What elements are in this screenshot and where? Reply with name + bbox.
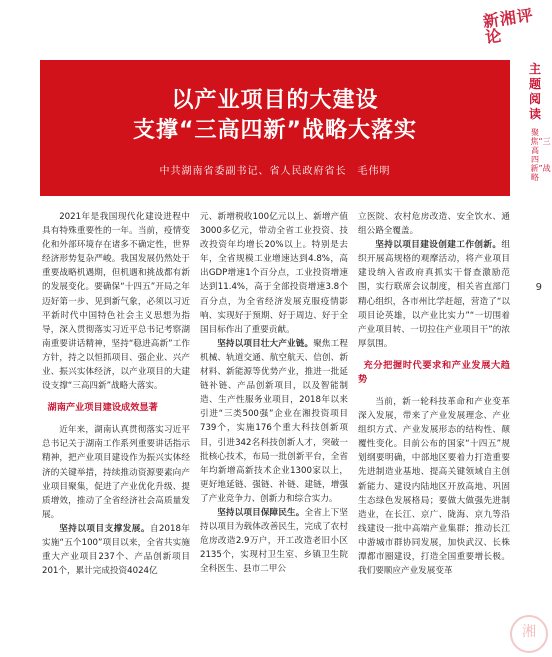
paragraph-body: 聚焦工程机械、轨道交通、航空航天、信创、新材料、新能源等优势产业，推进一批延链补链、产品创新项目，以及智能制造、生产性服务业项目，2018年以来引进“三类500强”企业在湘投资项目739个，实施176个重大科技创新项目，引进342名科技创新人才，突破一批核心技术，布局一批创新平台，全省年均新增高新技术企业1300家以上，更好地延链、强链、补链、建链，增强了产业竞争力、创新力和综合实力。 (200, 338, 348, 504)
paragraph: 立医院、农村危房改造、安全饮水、通组公路全覆盖。 (358, 212, 510, 237)
magazine-logo (478, 6, 544, 50)
article-column-3 (358, 210, 510, 578)
logo-text: 新湘评论 (481, 5, 535, 48)
article-column-1 (42, 210, 190, 578)
paragraph: 2021年是我国现代化建设进程中具有特殊重要性的一年。当前，疫情变化和外部环境存在诸多不确定性，世界经济形势复杂严峻。我国发展仍然处于重要战略机遇期，但机遇和挑战都有新的发展变化。要确保“十四五”开局之年迈好第一步、见到新气象，必须以习近平新时代中国特色社会主义思想为指导，深入贯彻落实习近平总书记考察湖南重要讲话精神，坚持“稳进高新”工作方针，持之以恒抓项目、强企业、兴产业、振兴实体经济，以产业项目的大建设支撑“三高四新”战略大落实。 (42, 212, 190, 392)
section-heading: 湖南产业项目建设成效显著 (47, 402, 158, 414)
paragraph (42, 522, 190, 578)
section-sub-label: 聚焦“三高四新”战略 (530, 128, 551, 182)
watermark-seal: 湘 (510, 615, 548, 653)
section-heading: 充分把握时代要求和产业发展大趋势 (358, 359, 510, 385)
page-number: 9 (535, 282, 542, 293)
title-line-1: 以产业项目的大建设 (171, 88, 379, 113)
article-column-2 (200, 210, 348, 576)
paragraph (200, 337, 348, 506)
author-byline: 中共湖南省委副书记、省人民政府省长 毛伟明 (159, 166, 391, 177)
paragraph-body: 组织开展高规格的观摩活动，将产业项目建设纳入省政府真抓实干督查激励范围，实行联席会议制度，相关省直部门精心组织，各市州比学赶超，营造了“以项目论英雄，以产业比实力”“一切围着产业项目转、一切拉住产业项目干”的浓厚氛围。 (358, 240, 510, 349)
paragraph-body: 自2018年实施“五个100”项目以来，全省共实施重大产业项目237个、产品创新项目201个，累计完成投资4024亿 (42, 523, 190, 577)
paragraph: 当前，新一轮科技革命和产业变革深入发展，带来了产业发展理念、产业组织方式、产业发展形态的结构性、颠覆性变化。目前公布的国家“十四五”规划纲要明确，中部地区要着力打造重要先进制造业基地、提高关键领域自主创新能力、建设内陆地区开放高地、巩固生态绿色发展格局；要做大做强先进制造业，在长江、京广、陇海、京九等沿线建设一批中高端产业集群；推动长江中游城市群协同发展，加快武汉、长株潭都市圈建设，打造全国重要增长极。我们要顺应产业发展变革 (358, 396, 510, 577)
paragraph-lead: 坚持以项目壮大产业链。 (217, 338, 314, 349)
paragraph: 近年来，湖南认真贯彻落实习近平总书记关于湖南工作系列重要讲话指示精神，把产业项目建设作为振兴实体经济的关键举措，持续推动资源要素向产业项目聚集，促进了产业优化升级、提质增效，推动了全省经济社会高质量发展。 (42, 425, 190, 520)
paragraph: 元、新增税收100亿元以上、新增产值3000多亿元，带动全省工业投资、技改投资年均增长20%以上。特别是去年，全省规模工业增速达到4.8%，高出GDP增速1个百分点，工业投资增速达到11.4%，高于全部投资增速3.8个百分点，为全省经济发展克服疫情影响、实现好于预期、好于周边、好于全国目标作出了重要贡献。 (200, 212, 348, 335)
paragraph-lead: 坚持以项目支撑发展。 (59, 523, 150, 534)
section-theme-label: 主题阅读 (528, 62, 541, 121)
paragraph (358, 238, 510, 351)
paragraph-lead: 坚持以项目保障民生。 (217, 507, 305, 518)
paragraph (200, 506, 348, 576)
title-banner (40, 60, 510, 196)
paragraph-body: 全省上下坚持以项目为载体改善民生，完成了农村危房改造2.9万户，开工改造老旧小区2135个，实现村卫生室、乡镇卫生院全科医生、县市二甲公 (200, 507, 348, 575)
title-line-2: 支撑“三高四新”战略大落实 (133, 118, 417, 143)
paragraph-lead: 坚持以项目建设创建工作创新。 (375, 240, 502, 251)
section-sidebar (522, 62, 551, 222)
